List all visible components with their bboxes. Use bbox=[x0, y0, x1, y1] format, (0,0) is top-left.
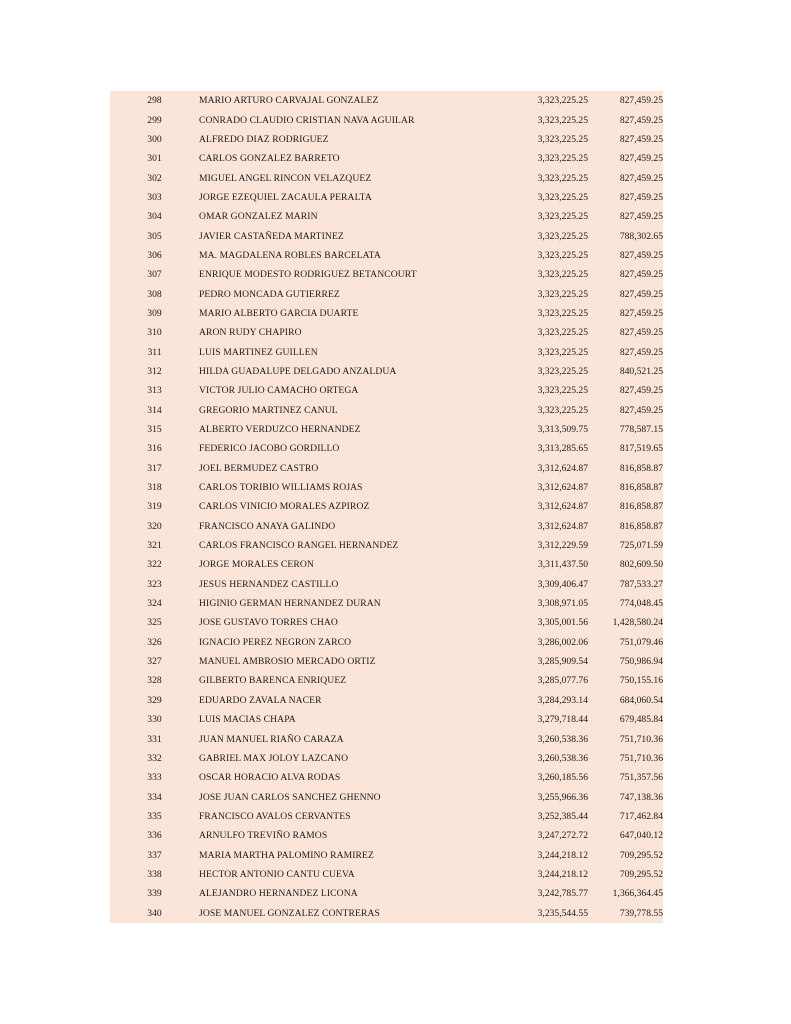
row-number: 332 bbox=[147, 752, 162, 764]
row-number: 318 bbox=[147, 482, 162, 494]
row-amount-1: 3,323,225.25 bbox=[537, 191, 588, 203]
row-number: 337 bbox=[147, 849, 162, 861]
row-name: CARLOS TORIBIO WILLIAMS ROJAS bbox=[199, 482, 363, 494]
row-number: 313 bbox=[147, 385, 162, 397]
row-amount-2: 827,459.25 bbox=[619, 191, 663, 203]
row-name: JORGE MORALES CERON bbox=[199, 559, 314, 571]
row-number: 316 bbox=[147, 443, 162, 455]
row-amount-1: 3,313,285.65 bbox=[537, 443, 588, 455]
table-row bbox=[110, 478, 663, 497]
table-row bbox=[110, 439, 663, 458]
row-name: ALBERTO VERDUZCO HERNANDEZ bbox=[199, 424, 361, 436]
row-number: 298 bbox=[147, 95, 162, 107]
table-row bbox=[110, 884, 663, 903]
row-amount-2: 747,138.36 bbox=[619, 791, 663, 803]
row-name: ALFREDO DIAZ RODRIGUEZ bbox=[199, 133, 329, 145]
table-row bbox=[110, 749, 663, 768]
table-row bbox=[110, 207, 663, 226]
row-name: MIGUEL ANGEL RINCON VELAZQUEZ bbox=[199, 172, 372, 184]
table-row bbox=[110, 381, 663, 400]
row-name: GABRIEL MAX JOLOY LAZCANO bbox=[199, 752, 349, 764]
row-name: HECTOR ANTONIO CANTU CUEVA bbox=[199, 868, 355, 880]
row-number: 324 bbox=[147, 598, 162, 610]
row-number: 326 bbox=[147, 636, 162, 648]
row-number: 314 bbox=[147, 404, 162, 416]
row-amount-1: 3,323,225.25 bbox=[537, 249, 588, 261]
row-amount-1: 3,260,538.36 bbox=[537, 733, 588, 745]
row-name: ARNULFO TREVIÑO RAMOS bbox=[199, 830, 328, 842]
row-number: 325 bbox=[147, 617, 162, 629]
row-amount-1: 3,323,225.25 bbox=[537, 346, 588, 358]
row-number: 334 bbox=[147, 791, 162, 803]
table-row bbox=[110, 633, 663, 652]
row-amount-1: 3,323,225.25 bbox=[537, 365, 588, 377]
row-amount-1: 3,323,225.25 bbox=[537, 95, 588, 107]
table-row bbox=[110, 691, 663, 710]
row-amount-1: 3,312,624.87 bbox=[537, 501, 588, 513]
row-amount-1: 3,308,971.05 bbox=[537, 598, 588, 610]
row-number: 327 bbox=[147, 656, 162, 668]
table-row bbox=[110, 459, 663, 478]
row-number: 311 bbox=[147, 346, 162, 358]
row-name: OSCAR HORACIO ALVA RODAS bbox=[199, 772, 341, 784]
row-number: 315 bbox=[147, 424, 162, 436]
row-amount-2: 788,302.65 bbox=[619, 230, 663, 242]
table-row bbox=[110, 323, 663, 342]
table-row bbox=[110, 168, 663, 187]
row-name: LUIS MARTINEZ GUILLEN bbox=[199, 346, 318, 358]
row-amount-1: 3,323,225.25 bbox=[537, 172, 588, 184]
row-name: IGNACIO PEREZ NEGRON ZARCO bbox=[199, 636, 352, 648]
row-amount-1: 3,323,225.25 bbox=[537, 404, 588, 416]
row-number: 308 bbox=[147, 288, 162, 300]
row-amount-2: 827,459.25 bbox=[619, 211, 663, 223]
table-row bbox=[110, 555, 663, 574]
row-name: VICTOR JULIO CAMACHO ORTEGA bbox=[199, 385, 359, 397]
row-amount-1: 3,279,718.44 bbox=[537, 714, 588, 726]
row-amount-2: 778,587.15 bbox=[619, 424, 663, 436]
table-row bbox=[110, 401, 663, 420]
row-amount-1: 3,313,509.75 bbox=[537, 424, 588, 436]
row-number: 303 bbox=[147, 191, 162, 203]
row-number: 331 bbox=[147, 733, 162, 745]
row-amount-1: 3,323,225.25 bbox=[537, 327, 588, 339]
table-row bbox=[110, 807, 663, 826]
row-number: 306 bbox=[147, 249, 162, 261]
row-amount-2: 827,459.25 bbox=[619, 114, 663, 126]
row-amount-2: 774,048.45 bbox=[619, 598, 663, 610]
row-amount-2: 739,778.55 bbox=[619, 907, 663, 919]
row-name: MARIO ALBERTO GARCIA DUARTE bbox=[199, 307, 359, 319]
row-number: 300 bbox=[147, 133, 162, 145]
table-row bbox=[110, 575, 663, 594]
table-row bbox=[110, 265, 663, 284]
row-number: 340 bbox=[147, 907, 162, 919]
table-row bbox=[110, 865, 663, 884]
row-amount-1: 3,312,624.87 bbox=[537, 462, 588, 474]
row-name: CARLOS VINICIO MORALES AZPIROZ bbox=[199, 501, 370, 513]
row-name: EDUARDO ZAVALA NACER bbox=[199, 694, 322, 706]
row-amount-2: 827,459.25 bbox=[619, 385, 663, 397]
row-amount-1: 3,260,538.36 bbox=[537, 752, 588, 764]
row-amount-2: 709,295.52 bbox=[619, 868, 663, 880]
table-row bbox=[110, 652, 663, 671]
table-row bbox=[110, 226, 663, 245]
row-name: CARLOS FRANCISCO RANGEL HERNANDEZ bbox=[199, 540, 399, 552]
row-number: 322 bbox=[147, 559, 162, 571]
row-amount-2: 827,459.25 bbox=[619, 133, 663, 145]
row-amount-2: 827,459.25 bbox=[619, 95, 663, 107]
row-amount-2: 1,366,364.45 bbox=[612, 888, 663, 900]
row-amount-2: 827,459.25 bbox=[619, 269, 663, 281]
row-number: 335 bbox=[147, 810, 162, 822]
table-row bbox=[110, 710, 663, 729]
row-amount-1: 3,244,218.12 bbox=[537, 849, 588, 861]
row-name: HILDA GUADALUPE DELGADO ANZALDUA bbox=[199, 365, 397, 377]
row-number: 302 bbox=[147, 172, 162, 184]
row-amount-2: 802,609.50 bbox=[619, 559, 663, 571]
table-row bbox=[110, 342, 663, 361]
row-amount-1: 3,305,001.56 bbox=[537, 617, 588, 629]
row-number: 328 bbox=[147, 675, 162, 687]
table-row bbox=[110, 304, 663, 323]
row-amount-2: 1,428,580.24 bbox=[612, 617, 663, 629]
row-name: JOSE MANUEL GONZALEZ CONTRERAS bbox=[199, 907, 380, 919]
table-row bbox=[110, 903, 663, 922]
row-amount-1: 3,312,229.59 bbox=[537, 540, 588, 552]
row-name: LUIS MACIAS CHAPA bbox=[199, 714, 296, 726]
row-amount-2: 679,485.84 bbox=[619, 714, 663, 726]
row-amount-1: 3,255,966.36 bbox=[537, 791, 588, 803]
row-amount-1: 3,312,624.87 bbox=[537, 520, 588, 532]
row-amount-2: 827,459.25 bbox=[619, 172, 663, 184]
row-amount-2: 827,459.25 bbox=[619, 153, 663, 165]
table-row bbox=[110, 497, 663, 516]
row-amount-2: 827,459.25 bbox=[619, 249, 663, 261]
row-number: 338 bbox=[147, 868, 162, 880]
row-amount-1: 3,323,225.25 bbox=[537, 230, 588, 242]
row-amount-2: 717,462.84 bbox=[619, 810, 663, 822]
row-amount-1: 3,244,218.12 bbox=[537, 868, 588, 880]
table-row bbox=[110, 284, 663, 303]
table-row bbox=[110, 729, 663, 748]
row-amount-2: 751,710.36 bbox=[619, 752, 663, 764]
table-row bbox=[110, 671, 663, 690]
row-number: 329 bbox=[147, 694, 162, 706]
row-name: GREGORIO MARTINEZ CANUL bbox=[199, 404, 338, 416]
row-amount-2: 840,521.25 bbox=[619, 365, 663, 377]
row-amount-1: 3,252,385.44 bbox=[537, 810, 588, 822]
row-name: HIGINIO GERMAN HERNANDEZ DURAN bbox=[199, 598, 381, 610]
row-name: ALEJANDRO HERNANDEZ LICONA bbox=[199, 888, 358, 900]
row-number: 310 bbox=[147, 327, 162, 339]
row-amount-2: 751,357.56 bbox=[619, 772, 663, 784]
table-row bbox=[110, 420, 663, 439]
row-number: 317 bbox=[147, 462, 162, 474]
row-amount-2: 817,519.65 bbox=[619, 443, 663, 455]
row-number: 319 bbox=[147, 501, 162, 513]
row-amount-2: 827,459.25 bbox=[619, 327, 663, 339]
row-name: FRANCISCO AVALOS CERVANTES bbox=[199, 810, 351, 822]
row-number: 323 bbox=[147, 578, 162, 590]
row-amount-1: 3,323,225.25 bbox=[537, 307, 588, 319]
row-amount-1: 3,284,293.14 bbox=[537, 694, 588, 706]
table-row bbox=[110, 768, 663, 787]
table-row bbox=[110, 536, 663, 555]
table-row bbox=[110, 130, 663, 149]
table-row bbox=[110, 517, 663, 536]
table-row bbox=[110, 826, 663, 845]
row-name: JESUS HERNANDEZ CASTILLO bbox=[199, 578, 339, 590]
row-name: PEDRO MONCADA GUTIERREZ bbox=[199, 288, 340, 300]
row-amount-2: 787,533.27 bbox=[619, 578, 663, 590]
row-amount-2: 816,858.87 bbox=[619, 482, 663, 494]
row-number: 321 bbox=[147, 540, 162, 552]
row-amount-2: 750,986.94 bbox=[619, 656, 663, 668]
row-number: 301 bbox=[147, 153, 162, 165]
row-amount-1: 3,312,624.87 bbox=[537, 482, 588, 494]
row-amount-2: 709,295.52 bbox=[619, 849, 663, 861]
row-number: 333 bbox=[147, 772, 162, 784]
table-row bbox=[110, 110, 663, 129]
row-amount-1: 3,285,077.76 bbox=[537, 675, 588, 687]
table-row bbox=[110, 91, 663, 110]
row-amount-1: 3,323,225.25 bbox=[537, 385, 588, 397]
row-name: FEDERICO JACOBO GORDILLO bbox=[199, 443, 340, 455]
row-number: 330 bbox=[147, 714, 162, 726]
row-name: MARIA MARTHA PALOMINO RAMIREZ bbox=[199, 849, 374, 861]
row-amount-1: 3,286,002.06 bbox=[537, 636, 588, 648]
table-row bbox=[110, 188, 663, 207]
table-row bbox=[110, 362, 663, 381]
row-name: JAVIER CASTAÑEDA MARTINEZ bbox=[199, 230, 344, 242]
row-amount-2: 827,459.25 bbox=[619, 288, 663, 300]
row-name: JOSE GUSTAVO TORRES CHAO bbox=[199, 617, 338, 629]
row-name: JOSE JUAN CARLOS SANCHEZ GHENNO bbox=[199, 791, 381, 803]
row-number: 305 bbox=[147, 230, 162, 242]
row-amount-1: 3,247,272.72 bbox=[537, 830, 588, 842]
row-amount-1: 3,309,406.47 bbox=[537, 578, 588, 590]
row-amount-2: 827,459.25 bbox=[619, 307, 663, 319]
row-amount-1: 3,260,185.56 bbox=[537, 772, 588, 784]
row-amount-2: 827,459.25 bbox=[619, 404, 663, 416]
row-name: JOEL BERMUDEZ CASTRO bbox=[199, 462, 319, 474]
row-amount-1: 3,323,225.25 bbox=[537, 211, 588, 223]
row-amount-1: 3,323,225.25 bbox=[537, 153, 588, 165]
row-name: MARIO ARTURO CARVAJAL GONZALEZ bbox=[199, 95, 379, 107]
row-number: 309 bbox=[147, 307, 162, 319]
row-amount-2: 816,858.87 bbox=[619, 462, 663, 474]
row-name: MANUEL AMBROSIO MERCADO ORTIZ bbox=[199, 656, 376, 668]
row-name: ENRIQUE MODESTO RODRIGUEZ BETANCOURT bbox=[199, 269, 417, 281]
row-number: 299 bbox=[147, 114, 162, 126]
table-row bbox=[110, 787, 663, 806]
row-name: JORGE EZEQUIEL ZACAULA PERALTA bbox=[199, 191, 372, 203]
row-number: 320 bbox=[147, 520, 162, 532]
row-name: ARON RUDY CHAPIRO bbox=[199, 327, 302, 339]
row-amount-2: 647,040.12 bbox=[619, 830, 663, 842]
row-amount-2: 750,155.16 bbox=[619, 675, 663, 687]
row-name: CARLOS GONZALEZ BARRETO bbox=[199, 153, 340, 165]
row-name: OMAR GONZALEZ MARIN bbox=[199, 211, 318, 223]
row-amount-1: 3,285,909.54 bbox=[537, 656, 588, 668]
row-amount-1: 3,242,785.77 bbox=[537, 888, 588, 900]
row-number: 336 bbox=[147, 830, 162, 842]
row-number: 339 bbox=[147, 888, 162, 900]
row-amount-1: 3,235,544.55 bbox=[537, 907, 588, 919]
row-amount-1: 3,323,225.25 bbox=[537, 288, 588, 300]
row-amount-2: 684,060.54 bbox=[619, 694, 663, 706]
row-amount-1: 3,323,225.25 bbox=[537, 114, 588, 126]
row-amount-2: 725,071.59 bbox=[619, 540, 663, 552]
row-amount-2: 751,079.46 bbox=[619, 636, 663, 648]
row-amount-2: 816,858.87 bbox=[619, 501, 663, 513]
row-name: MA. MAGDALENA ROBLES BARCELATA bbox=[199, 249, 381, 261]
table-row bbox=[110, 594, 663, 613]
row-amount-1: 3,311,437.50 bbox=[537, 559, 588, 571]
row-amount-2: 816,858.87 bbox=[619, 520, 663, 532]
row-name: CONRADO CLAUDIO CRISTIAN NAVA AGUILAR bbox=[199, 114, 415, 126]
row-name: JUAN MANUEL RIAÑO CARAZA bbox=[199, 733, 344, 745]
row-amount-2: 751,710.36 bbox=[619, 733, 663, 745]
row-number: 304 bbox=[147, 211, 162, 223]
table-row bbox=[110, 246, 663, 265]
table-row bbox=[110, 613, 663, 632]
data-table bbox=[110, 91, 663, 923]
table-row bbox=[110, 845, 663, 864]
table-body bbox=[110, 91, 663, 923]
row-amount-1: 3,323,225.25 bbox=[537, 269, 588, 281]
row-name: FRANCISCO ANAYA GALINDO bbox=[199, 520, 336, 532]
row-number: 312 bbox=[147, 365, 162, 377]
row-number: 307 bbox=[147, 269, 162, 281]
row-name: GILBERTO BARENCA ENRIQUEZ bbox=[199, 675, 347, 687]
row-amount-2: 827,459.25 bbox=[619, 346, 663, 358]
table-row bbox=[110, 149, 663, 168]
row-amount-1: 3,323,225.25 bbox=[537, 133, 588, 145]
